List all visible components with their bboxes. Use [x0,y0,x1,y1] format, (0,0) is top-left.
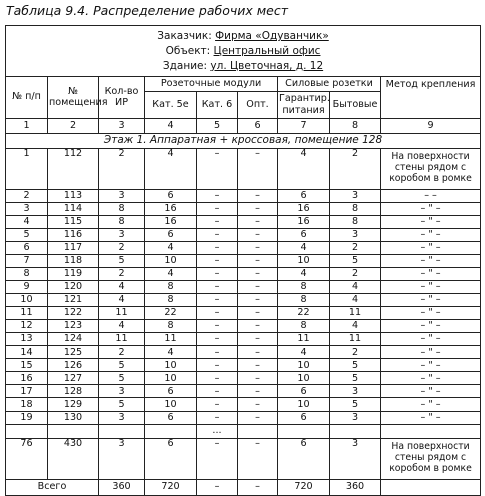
cell-num: 17 [6,385,48,398]
total-opt: – [238,479,278,495]
cell-household: 5 [330,398,381,411]
cell-guaranteed: 4 [278,148,330,189]
cell-cat5e: 10 [145,254,197,267]
cell-room: 113 [48,189,99,202]
cell-guaranteed: 8 [278,294,330,307]
cell-cat5e: 6 [145,228,197,241]
cell-cat5e: 4 [145,148,197,189]
table-row [6,228,481,241]
header-cat6: Кат. 6 [197,91,238,118]
cell-opt: – [238,307,278,320]
cell-ir: 4 [99,320,145,333]
cell-household: 2 [330,241,381,254]
cell-num: 12 [6,320,48,333]
cell-mount: На поверхности стены рядом с коробом в ромке [381,148,481,189]
cell-room: 128 [48,385,99,398]
cell-mount: – " – [381,307,481,320]
total-cat5e: 720 [145,479,197,495]
cell-cat6: – [197,385,238,398]
table-row [6,254,481,267]
cell-num: 19 [6,411,48,424]
table-row [6,215,481,228]
cell-room: 129 [48,398,99,411]
cell-room: 114 [48,202,99,215]
cell-ir: 3 [99,438,145,479]
cell-cat6: – [197,294,238,307]
cell-mount: – " – [381,411,481,424]
cell-household: 8 [330,202,381,215]
cell-opt: – [238,359,278,372]
cell-household: 3 [330,411,381,424]
cell-guaranteed: 4 [278,241,330,254]
cell-num: 5 [6,228,48,241]
col-number: 2 [48,118,99,133]
cell-mount: – " – [381,281,481,294]
cell-cat5e: 8 [145,294,197,307]
cell-guaranteed: 8 [278,281,330,294]
cell-cat6: – [197,359,238,372]
table-row [6,148,481,189]
cell-num: 4 [6,215,48,228]
cell-opt: – [238,320,278,333]
table-row [6,411,481,424]
col-number: 1 [6,118,48,133]
col-number: 8 [330,118,381,133]
cell-num: 9 [6,281,48,294]
cell-room: 121 [48,294,99,307]
cell-opt: – [238,189,278,202]
cell-cat6: – [197,281,238,294]
cell-opt: – [238,372,278,385]
cell-cat5e: 4 [145,346,197,359]
cell-ir: 3 [99,228,145,241]
cell-ir: 8 [99,202,145,215]
cell-cat5e: 6 [145,385,197,398]
cell-opt: – [238,241,278,254]
header-num: № п/п [6,76,48,118]
cell-room: 115 [48,215,99,228]
cell-cat5e: 22 [145,307,197,320]
cell-mount: – " – [381,359,481,372]
cell-room: 127 [48,372,99,385]
table-row [6,202,481,215]
table-row [6,294,481,307]
header-room: № помещения [48,76,99,118]
table-row [6,438,481,479]
cell-ir: 3 [99,189,145,202]
cell-opt: – [238,215,278,228]
cell-cat6: – [197,438,238,479]
cell-opt: – [238,398,278,411]
cell-guaranteed: 22 [278,307,330,320]
cell-opt: – [238,254,278,267]
cell-ir: 2 [99,346,145,359]
cell-cat6: – [197,307,238,320]
cell-num: 2 [6,189,48,202]
cell-guaranteed: 16 [278,215,330,228]
cell-household: 4 [330,281,381,294]
cell-mount: – " – [381,398,481,411]
cell-household: 5 [330,359,381,372]
cell-room: 430 [48,438,99,479]
cell-ir: 8 [99,215,145,228]
header-cat5e: Кат. 5е [145,91,197,118]
table-row [6,320,481,333]
table-row [6,333,481,346]
cell-cat6: – [197,372,238,385]
cell-cat5e: 6 [145,189,197,202]
object-value: Центральный офис [213,44,321,57]
building-value: ул. Цветочная, д. 12 [210,59,324,72]
cell-cat5e: 10 [145,372,197,385]
cell-guaranteed: 10 [278,254,330,267]
table-row [6,307,481,320]
cell-opt: – [238,281,278,294]
cell-household: 2 [330,148,381,189]
cell-ir: 3 [99,411,145,424]
cell-ir: 3 [99,385,145,398]
cell-mount: – " – [381,241,481,254]
cell-cat6: – [197,268,238,281]
cell-cat6: – [197,320,238,333]
cell-mount: – " – [381,294,481,307]
cell-num: 3 [6,202,48,215]
cell-room: 112 [48,148,99,189]
cell-ir: 4 [99,294,145,307]
cell-num: 18 [6,398,48,411]
workplaces-table [5,25,481,496]
cell-household: 8 [330,215,381,228]
cell-mount: – " – [381,215,481,228]
cell-opt: – [238,268,278,281]
cell-num: 8 [6,268,48,281]
cell-opt: – [238,333,278,346]
customer-value: Фирма «Одуванчик» [215,30,329,42]
cell-room: 119 [48,268,99,281]
cell-cat6: – [197,411,238,424]
cell-cat5e: 8 [145,320,197,333]
cell-ir: 4 [99,281,145,294]
cell-household: 11 [330,333,381,346]
cell-guaranteed: 6 [278,189,330,202]
info-row [6,26,481,77]
cell-opt: – [238,385,278,398]
cell-ir: 2 [99,148,145,189]
col-number: 4 [145,118,197,133]
cell-cat5e: 11 [145,333,197,346]
cell-ir: 5 [99,359,145,372]
cell-room: 123 [48,320,99,333]
cell-guaranteed: 6 [278,411,330,424]
header-row-1 [6,76,481,91]
cell-num: 13 [6,333,48,346]
table-row [6,189,481,202]
cell-cat5e: 4 [145,268,197,281]
cell-household: 3 [330,385,381,398]
cell-ir: 11 [99,333,145,346]
cell-ir: 2 [99,268,145,281]
cell-num: 16 [6,372,48,385]
total-guaranteed: 720 [278,479,330,495]
cell-guaranteed: 8 [278,320,330,333]
cell-mount: – " – [381,320,481,333]
cell-cat6: – [197,254,238,267]
cell-cat5e: 16 [145,215,197,228]
cell-num: 7 [6,254,48,267]
cell-room: 117 [48,241,99,254]
cell-cat6: – [197,148,238,189]
cell-room: 118 [48,254,99,267]
object-label: Объект: [165,44,211,57]
cell-opt: – [238,411,278,424]
col-number: 5 [197,118,238,133]
cell-household: 3 [330,438,381,479]
cell-mount: – " – [381,202,481,215]
cell-cat5e: 10 [145,398,197,411]
cell-room: 130 [48,411,99,424]
cell-cat5e: 4 [145,241,197,254]
cell-opt: – [238,346,278,359]
header-guaranteed: Гарантир. питания [278,91,330,118]
cell-ir: 5 [99,398,145,411]
col-number: 6 [238,118,278,133]
total-row [6,479,481,495]
cell-household: 4 [330,320,381,333]
cell-mount: – " – [381,333,481,346]
cell-cat5e: 8 [145,281,197,294]
header-ir-count: Кол-во ИР [99,76,145,118]
cell-guaranteed: 6 [278,228,330,241]
cell-cat6: – [197,202,238,215]
cell-guaranteed: 10 [278,359,330,372]
cell-household: 3 [330,189,381,202]
header-opt: Опт. [238,91,278,118]
cell-room: 126 [48,359,99,372]
table-caption: Таблица 9.4. Распределение рабочих мест [6,3,289,18]
stage-label: Этаж 1. Аппаратная + кроссовая, помещение 128 [6,133,481,148]
cell-cat6: – [197,228,238,241]
cell-room: 120 [48,281,99,294]
cell-mount: – " – [381,268,481,281]
header-mounting: Метод крепления [381,76,481,118]
cell-cat6: – [197,215,238,228]
cell-room: 116 [48,228,99,241]
cell-num: 14 [6,346,48,359]
cell-guaranteed: 11 [278,333,330,346]
header-power-sockets: Силовые розетки [278,76,381,91]
cell-mount: – " – [381,372,481,385]
cell-guaranteed: 16 [278,202,330,215]
ellipsis: ... [197,424,238,438]
cell-household: 4 [330,294,381,307]
cell-num: 15 [6,359,48,372]
cell-cat6: – [197,346,238,359]
cell-guaranteed: 6 [278,385,330,398]
cell-household: 5 [330,254,381,267]
cell-mount: – " – [381,254,481,267]
table-row [6,372,481,385]
cell-guaranteed: 10 [278,372,330,385]
cell-mount: – " – [381,228,481,241]
cell-guaranteed: 4 [278,346,330,359]
cell-mount: – " – [381,385,481,398]
cell-room: 122 [48,307,99,320]
cell-num: 6 [6,241,48,254]
cell-room: 125 [48,346,99,359]
table-row [6,281,481,294]
cell-cat5e: 10 [145,359,197,372]
col-number: 9 [381,118,481,133]
cell-ir: 5 [99,372,145,385]
header-socket-modules: Розеточные модули [145,76,278,91]
cell-cat6: – [197,189,238,202]
cell-guaranteed: 10 [278,398,330,411]
cell-household: 2 [330,268,381,281]
building-label: Здание: [162,59,208,72]
cell-mount: На поверхности стены рядом с коробом в ромке [381,438,481,479]
cell-ir: 5 [99,254,145,267]
total-cat6: – [197,479,238,495]
cell-room: 124 [48,333,99,346]
data-rows [6,189,481,424]
customer-label: Заказчик: [157,30,212,42]
info-block [6,26,481,77]
cell-num: 10 [6,294,48,307]
total-household: 360 [330,479,381,495]
header-household: Бытовые [330,91,381,118]
cell-household: 11 [330,307,381,320]
cell-guaranteed: 6 [278,438,330,479]
cell-cat6: – [197,333,238,346]
total-mount [381,479,481,495]
cell-ir: 2 [99,241,145,254]
cell-household: 5 [330,372,381,385]
ellipsis-row [6,424,481,438]
cell-guaranteed: 4 [278,268,330,281]
table-row [6,398,481,411]
cell-mount: – " – [381,346,481,359]
cell-opt: – [238,294,278,307]
table-row [6,241,481,254]
cell-num: 1 [6,148,48,189]
cell-num: 11 [6,307,48,320]
table-row [6,385,481,398]
col-number: 7 [278,118,330,133]
stage-row [6,133,481,148]
cell-opt: – [238,202,278,215]
cell-household: 2 [330,346,381,359]
cell-ir: 11 [99,307,145,320]
col-number: 3 [99,118,145,133]
cell-num: 76 [6,438,48,479]
cell-cat5e: 6 [145,438,197,479]
cell-opt: – [238,148,278,189]
cell-mount: – – [381,189,481,202]
table-row [6,346,481,359]
column-numbers-row [6,118,481,133]
cell-cat5e: 16 [145,202,197,215]
cell-cat6: – [197,241,238,254]
table-row [6,268,481,281]
total-label: Всего [6,479,99,495]
cell-cat5e: 6 [145,411,197,424]
cell-opt: – [238,228,278,241]
cell-opt: – [238,438,278,479]
cell-cat6: – [197,398,238,411]
total-ir: 360 [99,479,145,495]
cell-household: 3 [330,228,381,241]
table-row [6,359,481,372]
